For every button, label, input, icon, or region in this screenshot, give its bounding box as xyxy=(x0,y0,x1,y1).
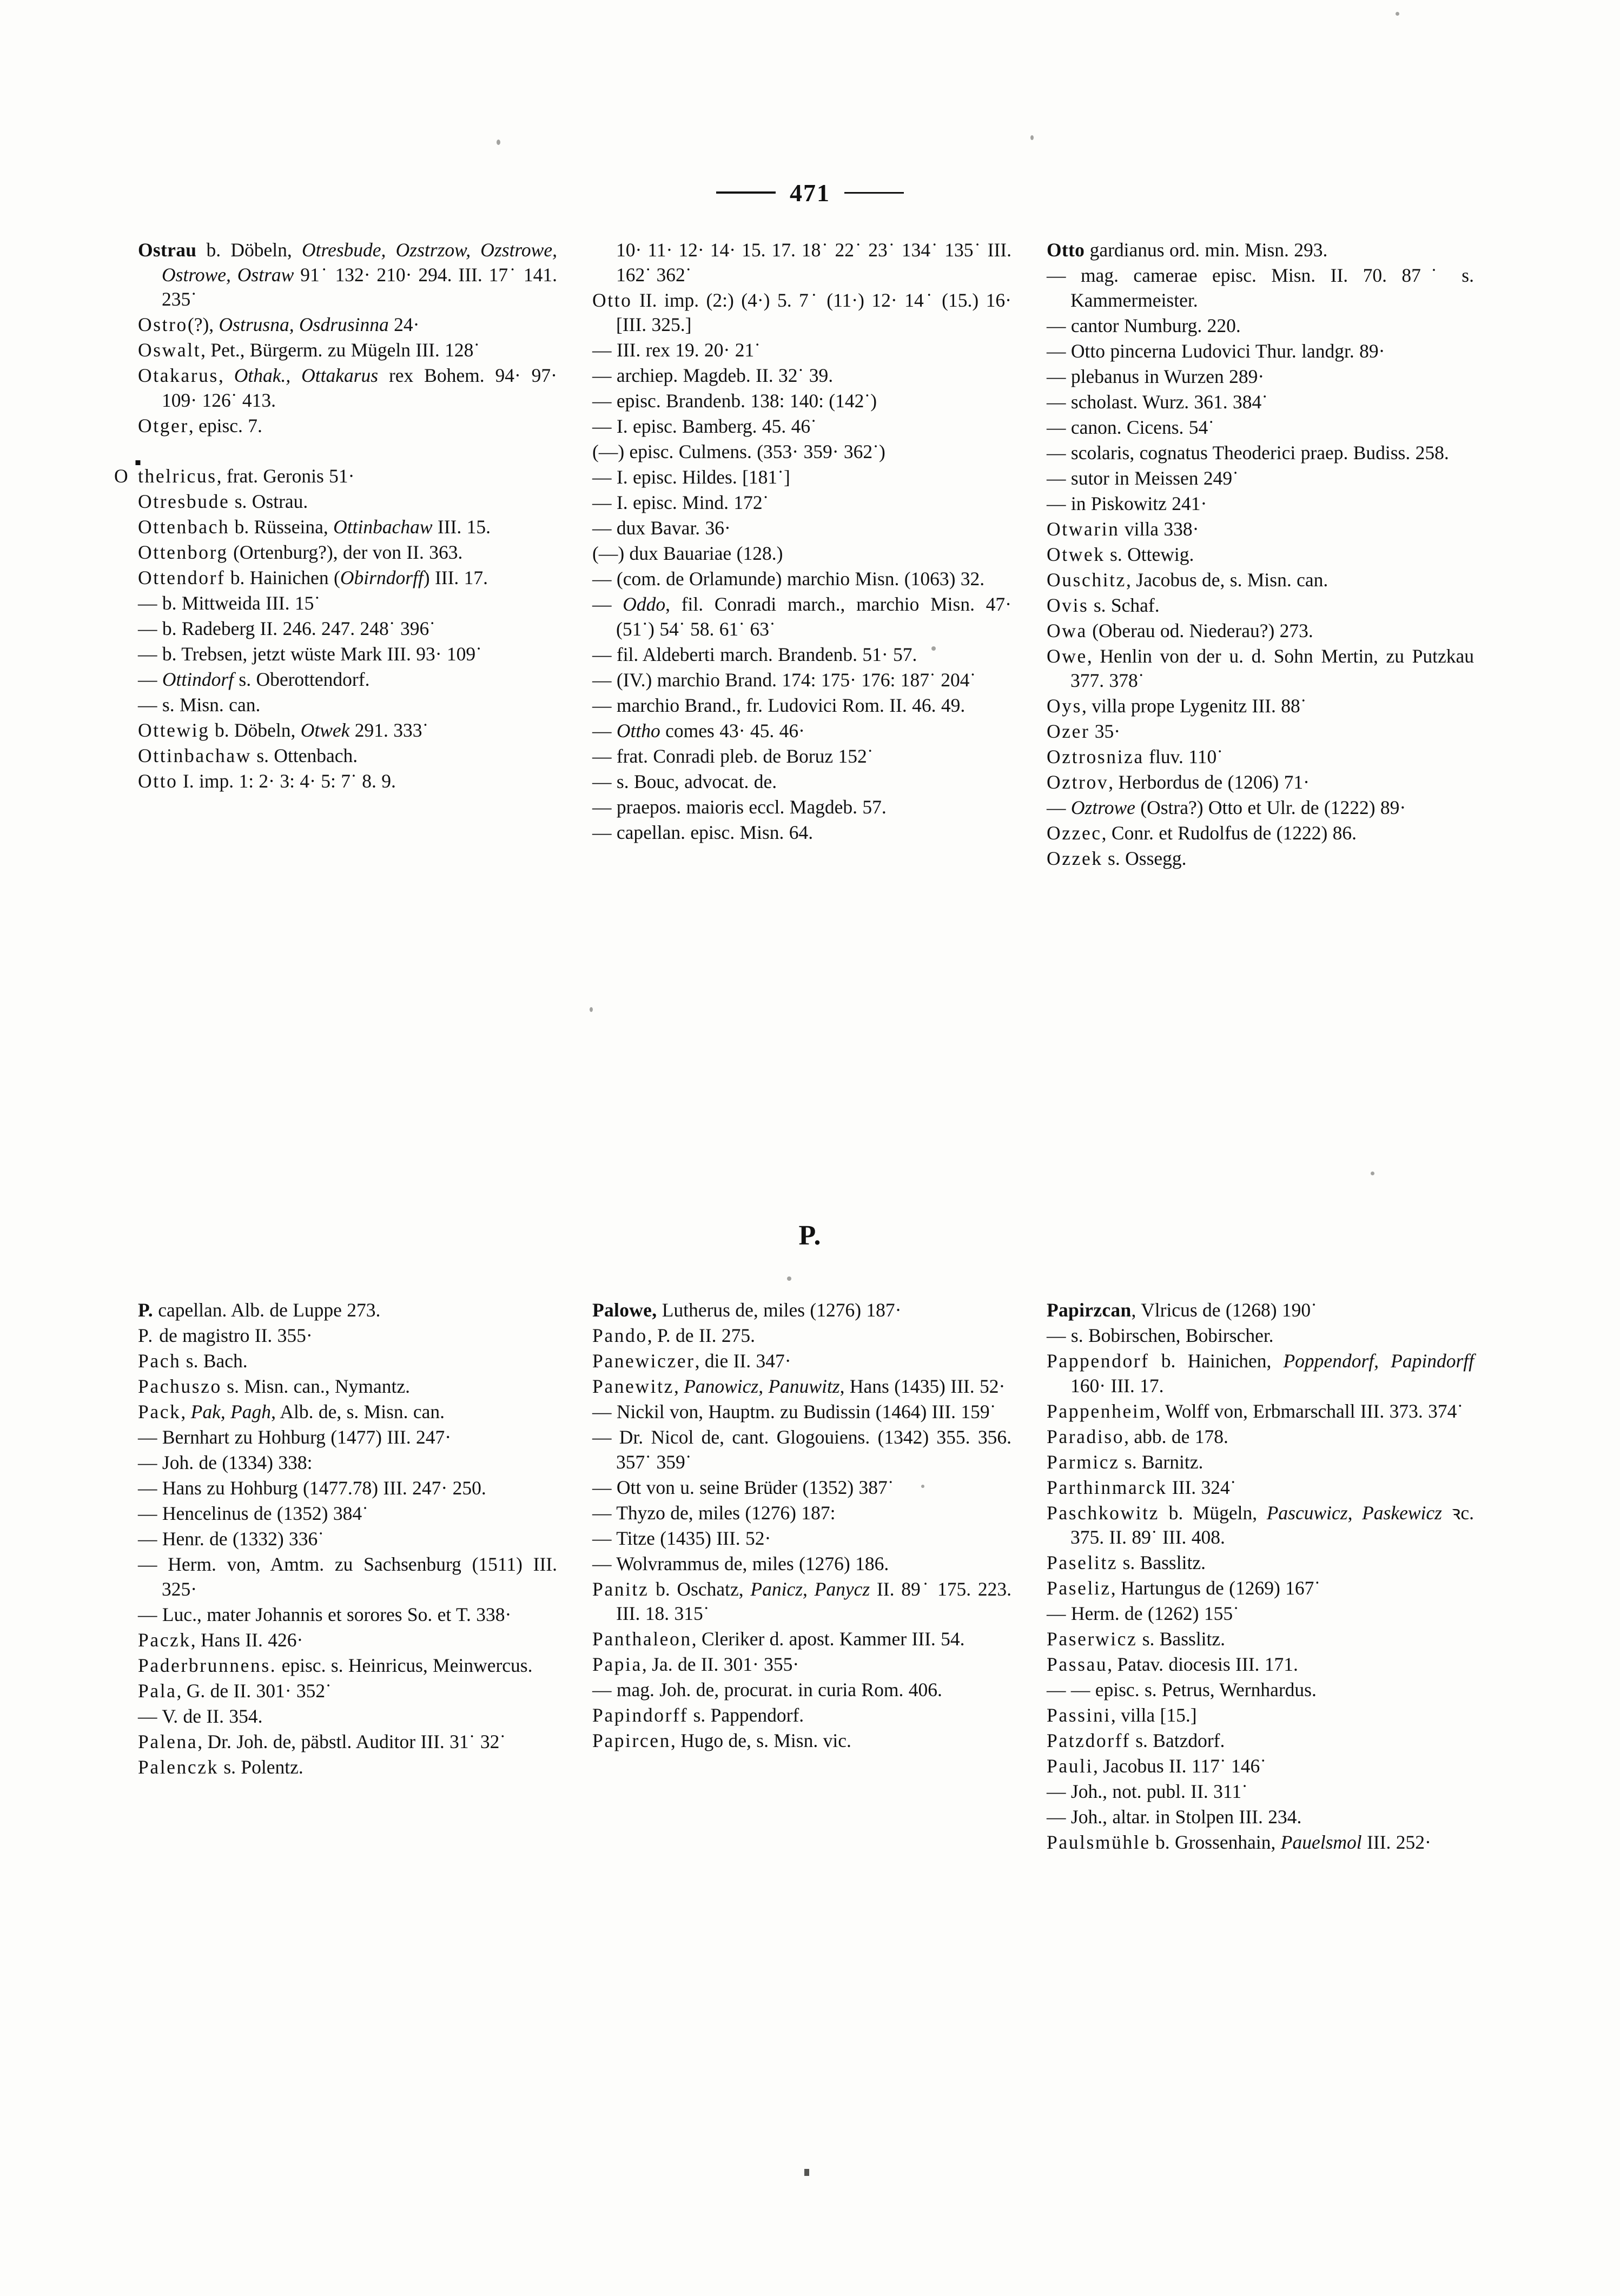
index-entry: — s. Misn. can. xyxy=(138,693,261,716)
index-entry: — Joh. de (1334) 338: xyxy=(138,1452,313,1473)
index-entry: — Nickil von, Hauptm. zu Budissin (1464) III. 159˙ xyxy=(592,1401,996,1422)
index-entry: thelricus, frat. Geronis 51· xyxy=(138,465,355,487)
running-head xyxy=(0,178,1620,207)
index-entry: (—) episc. Culmens. (353· 359· 362˙) xyxy=(592,441,885,462)
index-entry: — I. episc. Bamberg. 45. 46˙ xyxy=(592,415,817,437)
index-entry: — Hencelinus de (1352) 384˙ xyxy=(138,1503,368,1524)
index-entry: Papindorff s. Pappendorf. xyxy=(592,1704,804,1726)
rule-left xyxy=(716,191,776,194)
index-entry: Ovis s. Schaf. xyxy=(1047,594,1160,616)
index-entry: — s. Bobirschen, Bobirscher. xyxy=(1047,1325,1274,1346)
index-entry: Paradiso, abb. de 178. xyxy=(1047,1425,1228,1447)
index-entry: — Joh., not. publ. II. 311˙ xyxy=(1047,1781,1248,1802)
index-entry: Pappendorf b. Hainichen, Poppendorf, Papindorff 160· III. 17. xyxy=(1047,1350,1474,1397)
index-entry: — Herm. von, Amtm. zu Sachsenburg (1511) III. 325· xyxy=(138,1553,557,1600)
index-entry: — marchio Brand., fr. Ludovici Rom. II. 46. 49. xyxy=(592,694,966,716)
index-entry: Ottenbach b. Rüsseina, Ottinbachaw III. 15. xyxy=(138,515,491,538)
index-entry: — Henr. de (1332) 336˙ xyxy=(138,1528,325,1550)
index-entry: — Ottindorf s. Oberottendorf. xyxy=(138,668,370,690)
index-entry: Oys, villa prope Lygenitz III. 88˙ xyxy=(1047,695,1307,717)
index-entry: Ottenborg (Ortenburg?), der von II. 363. xyxy=(138,541,463,563)
index-entry: — Joh., altar. in Stolpen III. 234. xyxy=(1047,1806,1302,1828)
index-entry: — Otto pincerna Ludovici Thur. landgr. 89· xyxy=(1047,340,1385,362)
index-entry: — Herm. de (1262) 155˙ xyxy=(1047,1603,1239,1624)
index-entry: — s. Bouc, advocat. de. xyxy=(592,770,777,792)
index-entry: Ottinbachaw s. Ottenbach. xyxy=(138,744,358,766)
index-entry: — I. episc. Hildes. [181˙] xyxy=(592,466,790,488)
entry-separator xyxy=(138,439,557,464)
index-entry: Pauli, Jacobus II. 117˙ 146˙ xyxy=(1047,1755,1267,1777)
page-number: 471 xyxy=(790,179,830,207)
index-entry: Oztrov, Herbordus de (1206) 71· xyxy=(1047,771,1310,793)
index-entry: — Ottho comes 43· 45. 46· xyxy=(592,719,805,742)
index-entry: — Dr. Nicol de, cant. Glogouiens. (1342) 355. 356. 357˙ 359˙ xyxy=(592,1426,1011,1473)
index-entry: — Wolvrammus de, miles (1276) 186. xyxy=(592,1552,889,1574)
index-entry: Otger, episc. 7. xyxy=(138,414,262,436)
index-entry: — b. Trebsen, jetzt wüste Mark III. 93· 109˙ xyxy=(138,643,482,665)
index-entry: Otto I. imp. 1: 2· 3: 4· 5: 7˙ 8. 9. xyxy=(138,770,396,792)
index-entry: Paseliz, Hartungus de (1269) 167˙ xyxy=(1047,1577,1321,1599)
index-entry: — fil. Aldeberti march. Brandenb. 51· 57. xyxy=(592,643,917,665)
rule-right xyxy=(844,192,904,194)
index-entry: Papia, Ja. de II. 301· 355· xyxy=(592,1653,799,1675)
index-entry: Panewiczer, die II. 347· xyxy=(592,1350,791,1372)
scan-speck xyxy=(1371,1172,1374,1175)
index-entry: Palowe, Lutherus de, miles (1276) 187· xyxy=(592,1299,902,1321)
division-heading: P. xyxy=(798,1220,822,1251)
index-entry: Pala, G. de II. 301· 352˙ xyxy=(138,1679,332,1702)
index-entry: Owa (Oberau od. Niederau?) 273. xyxy=(1047,619,1313,641)
index-entry: Owe, Henlin von der u. d. Sohn Mertin, zu Putzkau 377. 378˙ xyxy=(1047,645,1474,691)
index-entry: — Oztrowe (Ostra?) Otto et Ulr. de (1222) 89· xyxy=(1047,797,1406,818)
index-entry: — (IV.) marchio Brand. 174: 175· 176: 187˙ 204˙ xyxy=(592,669,976,691)
index-entry: Pach s. Bach. xyxy=(138,1350,248,1372)
index-entry: Pappenheim, Wolff von, Erbmarschall III. 373. 374˙ xyxy=(1047,1400,1464,1422)
index-entry: Otakarus, Othak., Ottakarus rex Bohem. 94· 97· 109· 126˙ 413. xyxy=(138,365,557,411)
index-entry: — Titze (1435) III. 52· xyxy=(592,1527,771,1549)
scan-speck xyxy=(1396,12,1399,16)
index-entry: Paserwicz s. Basslitz. xyxy=(1047,1628,1226,1650)
index-entry: Ozzek s. Ossegg. xyxy=(1047,848,1187,869)
index-entry: Otto gardianus ord. min. Misn. 293. xyxy=(1047,239,1328,261)
index-entry: — archiep. Magdeb. II. 32˙ 39. xyxy=(592,365,834,386)
index-entry: — — episc. s. Petrus, Wernhardus. xyxy=(1047,1679,1317,1701)
index-entry: Otto II. imp. (2:) (4·) 5. 7˙ (11·) 12· 14˙ (15.) 16· [III. 325.] xyxy=(592,289,1011,335)
index-entry: — canon. Cicens. 54˙ xyxy=(1047,416,1215,438)
index-entry: Panitz b. Oschatz, Panicz, Panycz II. 89˙ 175. 223. III. 18. 315˙ xyxy=(592,1578,1011,1624)
index-entry: Ostrau b. Döbeln, Otresbude, Ozstrzow, Ozstrowe, Ostrowe, Ostraw 91˙ 132· 210· 294. III. 17˙ 141. 235˙ xyxy=(138,239,557,310)
index-entry: Ouschitz, Jacobus de, s. Misn. can. xyxy=(1047,568,1328,591)
index-entry: Pando, P. de II. 275. xyxy=(592,1325,755,1346)
index-entry: Pack, Pak, Pagh, Alb. de, s. Misn. can. xyxy=(138,1401,445,1422)
scan-speck xyxy=(787,1276,791,1281)
index-entry: — Bernhart zu Hohburg (1477) III. 247· xyxy=(138,1426,452,1448)
index-entry: — Oddo, fil. Conradi march., marchio Misn. 47· (51˙) 54˙ 58. 61˙ 63˙ xyxy=(592,593,1011,640)
index-entry: Otwarin villa 338· xyxy=(1047,518,1199,540)
index-entry: — frat. Conradi pleb. de Boruz 152˙ xyxy=(592,745,874,767)
index-entry: — in Piskowitz 241· xyxy=(1047,492,1207,514)
column-middle xyxy=(592,238,1011,872)
index-entry: — Hans zu Hohburg (1477.78) III. 247· 250. xyxy=(138,1477,486,1499)
index-entry: — Thyzo de, miles (1276) 187: xyxy=(592,1501,836,1524)
index-entry: Otwek s. Ottewig. xyxy=(1047,543,1194,565)
index-entry: — capellan. episc. Misn. 64. xyxy=(592,821,814,843)
index-entry: Patzdorff s. Batzdorf. xyxy=(1047,1730,1225,1751)
index-entry: Ozer 35· xyxy=(1047,720,1121,742)
index-entry: Oswalt, Pet., Bürgerm. zu Mügeln III. 128˙ xyxy=(138,339,480,361)
index-entry: Ottendorf b. Hainichen (Obirndorff) III. 17. xyxy=(138,566,488,588)
page-foot-mark xyxy=(804,2169,809,2176)
index-entry: Ozzec, Conr. et Rudolfus de (1222) 86. xyxy=(1047,822,1357,844)
index-entry: — III. rex 19. 20· 21˙ xyxy=(592,339,761,361)
index-entry: Palenczk s. Polentz. xyxy=(138,1756,303,1778)
index-entry: — cantor Numburg. 220. xyxy=(1047,314,1241,336)
index-entry: Panewitz, Panowicz, Panuwitz, Hans (1435) III. 52· xyxy=(592,1375,1006,1397)
index-entry: — praepos. maioris eccl. Magdeb. 57. xyxy=(592,796,887,818)
index-entry: — mag. Joh. de, procurat. in curia Rom. 406. xyxy=(592,1679,942,1701)
column-right xyxy=(1047,238,1474,872)
index-entry: — episc. Brandenb. 138: 140: (142˙) xyxy=(592,390,877,412)
scan-speck xyxy=(1030,135,1034,140)
index-entry: Otresbude s. Ostrau. xyxy=(138,490,308,512)
index-entry: — b. Radeberg II. 246. 247. 248˙ 396˙ xyxy=(138,617,436,639)
index-entry: Pachuszo s. Misn. can., Nymantz. xyxy=(138,1375,410,1397)
index-entry: — mag. camerae episc. Misn. II. 70. 87˙ s. Kammermeister. xyxy=(1047,264,1474,311)
index-entry: Ostro(?), Ostrusna, Osdrusinna 24· xyxy=(138,314,420,335)
scan-speck xyxy=(590,1007,593,1012)
index-entry: Palena, Dr. Joh. de, päbstl. Auditor III. 31˙ 32˙ xyxy=(138,1730,506,1752)
index-entry: — I. episc. Mind. 172˙ xyxy=(592,492,769,513)
column-right xyxy=(1047,1298,1474,1856)
column-middle xyxy=(592,1298,1011,1856)
index-entry: — scholast. Wurz. 361. 384˙ xyxy=(1047,391,1268,413)
index-entry: Panthaleon, Cleriker d. apost. Kammer III. 54. xyxy=(592,1628,965,1650)
scan-speck xyxy=(497,140,500,145)
index-entry: 10· 11· 12· 14· 15. 17. 18˙ 22˙ 23˙ 134˙ 135˙ III. 162˙ 362˙ xyxy=(616,239,1011,286)
index-entry: (—) dux Bauariae (128.) xyxy=(592,542,783,564)
index-entry: Paderbrunnens. episc. s. Heinricus, Meinwercus. xyxy=(138,1654,533,1676)
index-section-o xyxy=(138,238,1474,872)
index-entry: — b. Mittweida III. 15˙ xyxy=(138,592,321,614)
index-entry: — plebanus in Wurzen 289· xyxy=(1047,365,1265,387)
index-entry: Paczk, Hans II. 426· xyxy=(138,1629,303,1651)
index-entry: — scolaris, cognatus Theoderici praep. Budiss. 258. xyxy=(1047,441,1449,464)
index-entry: Passini, villa [15.] xyxy=(1047,1704,1197,1726)
index-entry: Paschkowitz b. Mügeln, Pascuwicz, Paskewicz ꝛc. 375. II. 89˙ III. 408. xyxy=(1047,1501,1474,1548)
index-entry: — V. de II. 354. xyxy=(138,1705,263,1727)
index-entry: Ottewig b. Döbeln, Otwek 291. 333˙ xyxy=(138,719,429,741)
index-entry: Paulsmühle b. Grossenhain, Pauelsmol III. 252· xyxy=(1047,1831,1431,1853)
index-entry: Parmicz s. Barnitz. xyxy=(1047,1451,1204,1473)
column-left xyxy=(138,1298,557,1856)
index-entry: Paselitz s. Basslitz. xyxy=(1047,1552,1206,1573)
index-entry: Passau, Patav. diocesis III. 171. xyxy=(1047,1653,1298,1675)
index-entry: Papircen, Hugo de, s. Misn. vic. xyxy=(592,1730,851,1751)
index-entry: P. capellan. Alb. de Luppe 273. xyxy=(138,1299,381,1321)
index-entry: — (com. de Orlamunde) marchio Misn. (1063) 32. xyxy=(592,568,985,590)
index-entry: Papirzcan, Vlricus de (1268) 190˙ xyxy=(1047,1299,1317,1321)
index-entry: Oztrosniza fluv. 110˙ xyxy=(1047,746,1224,767)
index-entry: — Ott von u. seine Brüder (1352) 387˙ xyxy=(592,1476,894,1498)
index-entry: — Luc., mater Johannis et sorores So. et T. 338· xyxy=(138,1603,512,1625)
column-left xyxy=(138,238,557,872)
index-section-p xyxy=(138,1298,1474,1856)
index-entry: — sutor in Meissen 249˙ xyxy=(1047,467,1239,489)
index-entry: P. de magistro II. 355· xyxy=(138,1325,313,1346)
index-entry: Parthinmarck III. 324˙ xyxy=(1047,1476,1237,1498)
index-entry: — dux Bavar. 36· xyxy=(592,517,731,539)
